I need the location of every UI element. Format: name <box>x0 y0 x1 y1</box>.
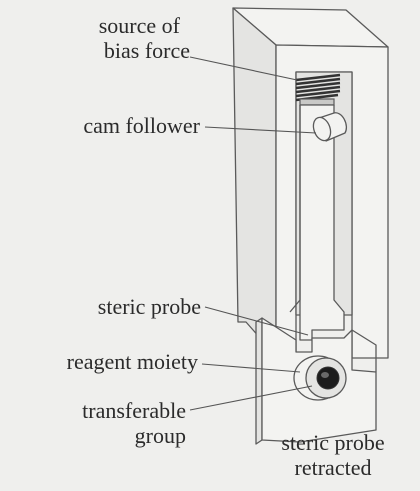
label-bias-force: bias force <box>103 38 190 63</box>
label-cam-follower: cam follower <box>83 113 200 138</box>
label-group: group <box>134 423 186 448</box>
transferable-group-icon <box>317 367 339 389</box>
housing-left-face <box>233 8 276 356</box>
spring-plate <box>300 99 334 105</box>
label-source-of: source of <box>98 13 180 38</box>
label-steric-probe-retracted-1: steric probe <box>281 430 385 455</box>
lower-block-side <box>256 318 262 444</box>
label-steric-probe: steric probe <box>97 294 201 319</box>
label-steric-probe-retracted-2: retracted <box>294 455 372 480</box>
label-reagent-moiety: reagent moiety <box>66 349 198 374</box>
label-transferable: transferable <box>82 398 186 423</box>
reagent-moiety-disc <box>294 356 346 400</box>
